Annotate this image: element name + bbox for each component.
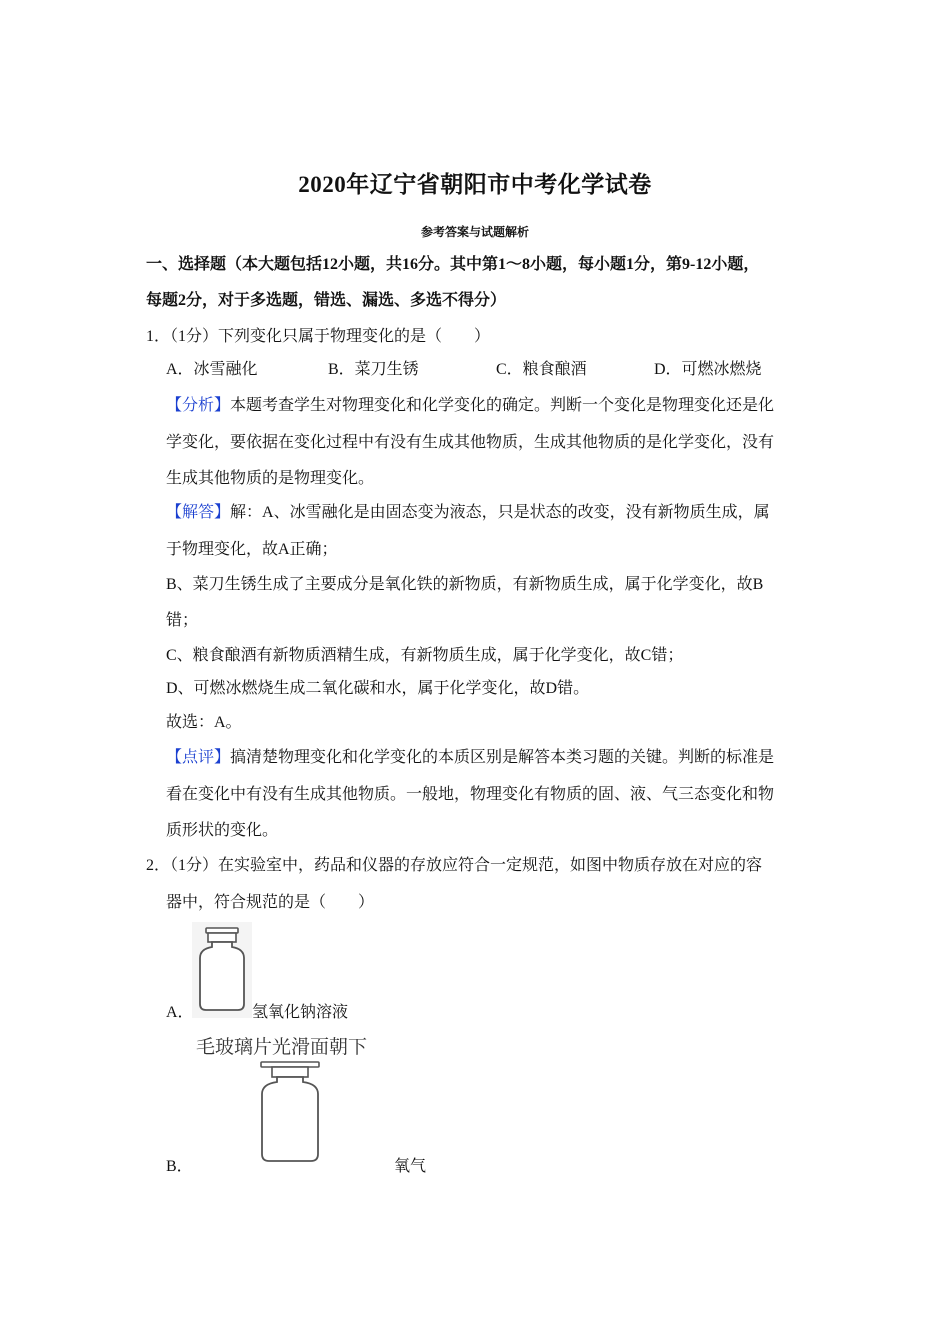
analysis-text: 本题考查学生对物理变化和化学变化的确定。判断一个变化是物理变化还是化: [230, 397, 775, 414]
q1-answer-line6: D、可燃冰燃烧生成二氧化碳和水，属于化学变化，故D错。: [166, 680, 590, 697]
gas-bottle-b-image: [255, 1060, 325, 1165]
q1-answer-line4: 错；: [166, 612, 199, 629]
q2-option-a-letter: A．: [166, 1004, 194, 1021]
q2-option-b-caption: 毛玻璃片光滑面朝下: [196, 1036, 368, 1058]
analysis-tag: 【分析】: [166, 397, 231, 414]
q2-option-a-label: 氢氧化钠溶液: [252, 1004, 349, 1021]
section-heading-line1: 一、选择题（本大题包括12小题，共16分。其中第1～8小题，每小题1分，第9-12小题，: [146, 256, 760, 273]
q1-option-c: C．粮食酿酒: [496, 361, 587, 378]
q1-analysis-line3: 生成其他物质的是物理变化。: [166, 470, 375, 487]
page-subtitle: 参考答案与试题解析: [420, 225, 529, 239]
q2-option-b-letter: B．: [166, 1158, 193, 1175]
q1-analysis-line1: [166, 395, 774, 417]
answer-tag: 【解答】: [166, 504, 231, 521]
q2-stem-line2: 器中，符合规范的是（ ）: [166, 894, 375, 911]
reagent-bottle-a-image: [192, 922, 252, 1018]
q1-answer-line3: B、菜刀生锈生成了主要成分是氧化铁的新物质，有新物质生成，属于化学变化，故B: [166, 576, 764, 593]
q1-answer-line7: 故选：A。: [166, 714, 242, 731]
q1-answer-line1: [166, 502, 770, 524]
page-title: 2020年辽宁省朝阳市中考化学试卷: [298, 172, 652, 197]
q1-option-a: A．冰雪融化: [166, 361, 258, 378]
q2-stem-line1: 2．（1分）在实验室中，药品和仪器的存放应符合一定规范，如图中物质存放在对应的容: [146, 857, 763, 874]
comment-tag: 【点评】: [166, 749, 231, 766]
section-heading-line2: 每题2分，对于多选题，错选、漏选、多选不得分）: [146, 292, 507, 309]
q1-answer-line5: C、粮食酿酒有新物质酒精生成，有新物质生成，属于化学变化，故C错；: [166, 647, 684, 664]
q1-comment-line2: 看在变化中有没有生成其他物质。一般地，物理变化有物质的固、液、气三态变化和物: [166, 786, 775, 803]
q1-comment-line1: [166, 747, 774, 769]
comment-text: 搞清楚物理变化和化学变化的本质区别是解答本类习题的关键。判断的标准是: [230, 749, 775, 766]
q1-stem: 1．（1分）下列变化只属于物理变化的是（ ）: [146, 328, 491, 345]
q1-analysis-line2: 学变化，要依据在变化过程中有没有生成其他物质，生成其他物质的是化学变化，没有: [166, 434, 775, 451]
q1-answer-line2: 于物理变化，故A正确；: [166, 541, 338, 558]
q2-option-b-label: 氧气: [394, 1158, 427, 1175]
q1-option-b: B．菜刀生锈: [328, 361, 419, 378]
q1-option-d: D．可燃冰燃烧: [654, 361, 762, 378]
answer-text: 解：A、冰雪融化是由固态变为液态，只是状态的改变，没有新物质生成，属: [230, 504, 770, 521]
q1-comment-line3: 质形状的变化。: [166, 822, 279, 839]
